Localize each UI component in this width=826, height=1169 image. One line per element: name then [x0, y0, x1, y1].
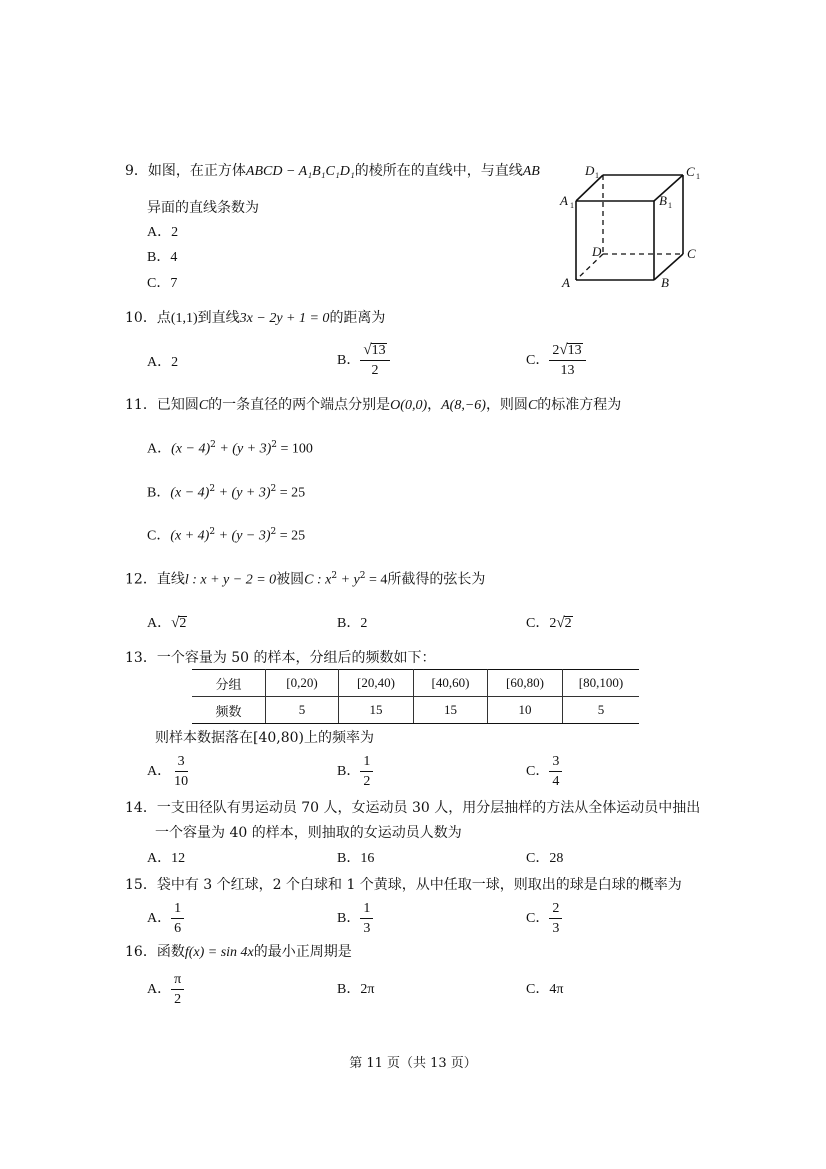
q14-option-b: B．16 — [337, 851, 375, 866]
table-cell: [80,100) — [563, 670, 640, 697]
label-b1: B — [659, 193, 667, 208]
q14-stem-cont: 一个容量为 40 的样本，则抽取的女运动员人数为 — [155, 825, 462, 841]
question-number: 9． — [125, 163, 148, 179]
q13-option-c: C． $\frac{3}{4}$ — [526, 755, 562, 789]
q11-option-c: C．$(x + 4)^2 + (y - 3)^2 = 25$ — [147, 527, 306, 544]
q10-option-b: B． √ 13 2 — [337, 343, 390, 378]
q12-option-a: A． √ 2 — [147, 615, 187, 631]
q13-option-b: B． $\frac{1}{2}$ — [337, 755, 373, 789]
q13-stem: 13．一个容量为 50 的样本，分组后的频数如下： — [125, 650, 436, 666]
label-c: C — [687, 246, 696, 261]
svg-text:1: 1 — [696, 172, 700, 181]
q16-stem: 16．函数f(x) = sin 4x的最小正周期是 — [125, 944, 352, 960]
table-cell: 5 — [563, 697, 640, 724]
q14-stem: 14．一支田径队有男运动员 70 人，女运动员 30 人，用分层抽样的方法从全体运动员中抽出 — [125, 800, 701, 816]
table-cell: 15 — [414, 697, 488, 724]
q11-option-b: B．$(x - 4)^2 + (y + 3)^2 = 25$ — [147, 484, 306, 501]
svg-text:1: 1 — [668, 201, 672, 210]
q12-option-b: B．2 — [337, 616, 368, 631]
table-cell: [20,40) — [339, 670, 414, 697]
q14-option-c: C．28 — [526, 851, 564, 866]
table-cell: [60,80) — [488, 670, 563, 697]
q15-option-b: B． $\frac{1}{3}$ — [337, 902, 373, 936]
q13-follow: 则样本数据落在[40,80)上的频率为 — [155, 730, 375, 746]
q10-option-c: C． 2 √ 13 13 — [526, 343, 586, 378]
table-row — [192, 670, 639, 697]
table-cell: [40,60) — [414, 670, 488, 697]
label-d1: D — [585, 163, 595, 178]
q14-option-a: A．12 — [147, 851, 186, 866]
cube-figure — [556, 160, 706, 295]
q10-option-a: A．2 — [147, 355, 179, 370]
q15-option-c: C． $\frac{2}{3}$ — [526, 902, 562, 936]
table-row — [192, 697, 639, 724]
q9-option-b: B．4 — [147, 250, 178, 265]
q16-option-c: C．4π — [526, 982, 564, 997]
table-header-cell: 频数 — [192, 697, 266, 724]
label-c1: C — [686, 164, 695, 179]
q9-option-a: A．2 — [147, 225, 179, 240]
q9-stem: 9．如图，在正方体ABCD − A₁B₁C₁D₁的棱所在的直线中，与直线AB — [125, 163, 540, 179]
q15-option-a: A． $\frac{1}{6}$ — [147, 902, 184, 936]
page-footer: 第 11 页（共 13 页） — [349, 1056, 477, 1071]
q9-option-c: C．7 — [147, 276, 178, 291]
table-cell: 15 — [339, 697, 414, 724]
q16-option-a: A． $\frac{\pi}{2}$ — [147, 973, 184, 1007]
table-cell: 5 — [266, 697, 339, 724]
q15-stem: 15．袋中有 3 个红球，2 个白球和 1 个黄球，从中任取一球，则取出的球是白球的概率为 — [125, 877, 682, 893]
frequency-table — [192, 669, 639, 724]
q13-option-a: A． $\frac{3}{10}$ — [147, 754, 189, 789]
q12-stem: 12．直线l : x + y − 2 = 0被圆C : $x^2 + y^2 = 4$所截得的弦长为 — [125, 571, 486, 588]
q10-stem: 10．点(1,1)到直线3x − 2y + 1 = 0的距离为 — [125, 310, 386, 326]
label-d: D — [592, 244, 602, 259]
q9-stem-cont: 异面的直线条数为 — [147, 200, 259, 216]
svg-text:1: 1 — [595, 171, 599, 180]
q11-stem: 11．已知圆C的一条直径的两个端点分别是O(0,0)，A(8,−6)，则圆C的标准方程为 — [125, 397, 622, 413]
svg-text:1: 1 — [570, 201, 574, 210]
table-header-cell: 分组 — [192, 670, 266, 697]
q11-option-a: A．$(x - 4)^2 + (y + 3)^2 = 100$ — [147, 440, 313, 457]
q12-option-c: C．2 √ 2 — [526, 615, 572, 631]
label-a: A — [562, 275, 570, 290]
label-b: B — [661, 275, 669, 290]
q16-option-b: B．2π — [337, 982, 375, 997]
table-cell: 10 — [488, 697, 563, 724]
label-a1: A — [560, 193, 568, 208]
table-cell: [0,20) — [266, 670, 339, 697]
